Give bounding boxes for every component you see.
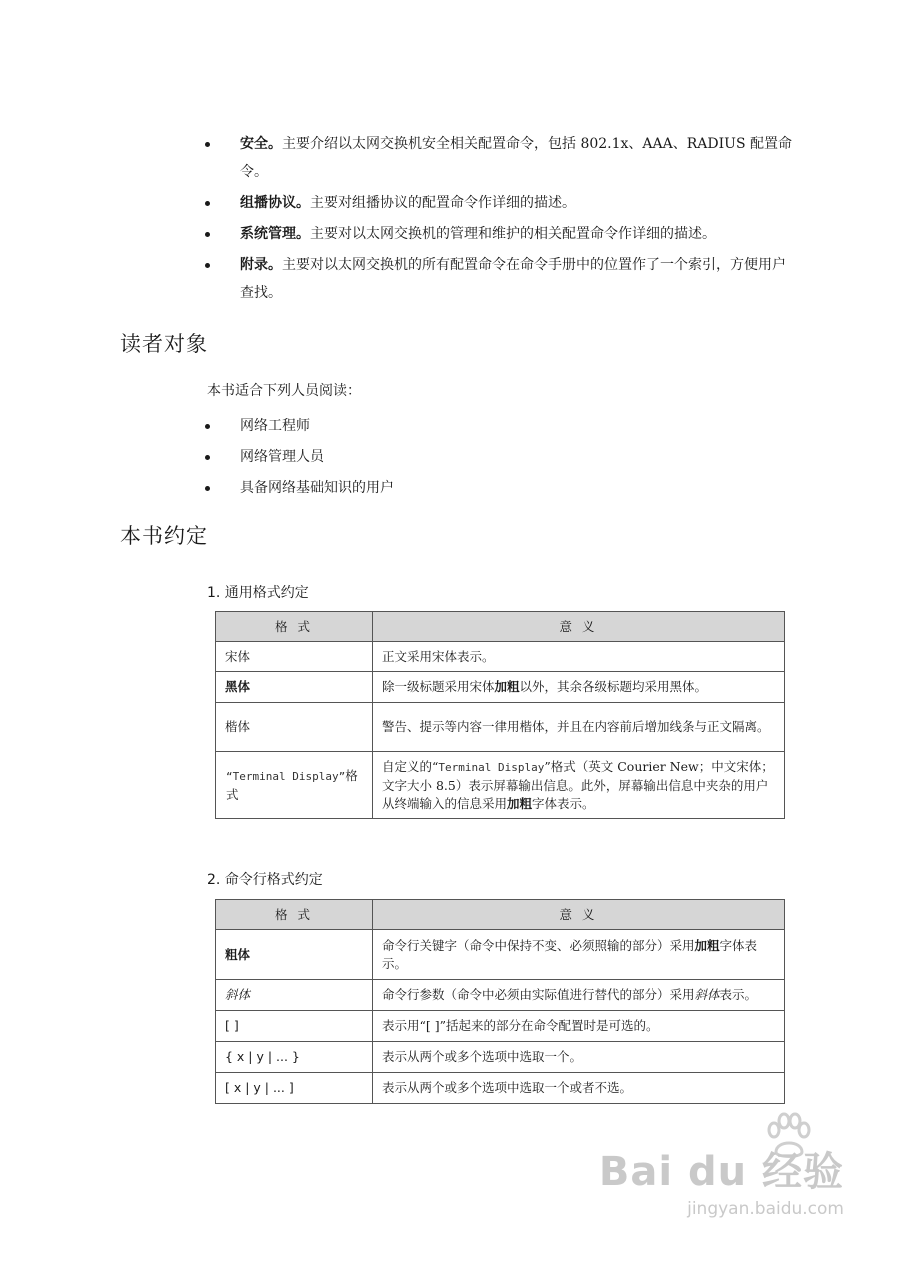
format-cell: [ x | y | ... ] <box>216 1073 373 1104</box>
conventions-heading: 本书约定 <box>120 524 208 548</box>
table-row <box>216 980 785 1011</box>
column-header-format: 格 式 <box>216 900 373 930</box>
table-row <box>216 1042 785 1073</box>
watermark-url: jingyan.baidu.com <box>687 1199 844 1219</box>
list-item: 附录。主要对以太网交换机的所有配置命令在命令手册中的位置作了一个索引，方便用户查找。 <box>205 251 795 307</box>
meaning-cell: 正文采用宋体表示。 <box>373 642 785 672</box>
format-cell: 宋体 <box>216 642 373 672</box>
list-item: 组播协议。主要对组播协议的配置命令作详细的描述。 <box>205 189 795 217</box>
meaning-cell: 表示从两个或多个选项中选取一个或者不选。 <box>373 1073 785 1104</box>
command-format-title: 2. 命令行格式约定 <box>207 872 323 888</box>
bullet-dot-icon <box>205 201 210 206</box>
meaning-cell: 除一级标题采用宋体加粗以外，其余各级标题均采用黑体。 <box>373 672 785 703</box>
meaning-cell: 命令行关键字（命令中保持不变、必须照输的部分）采用加粗字体表示。 <box>373 930 785 980</box>
format-cell: 粗体 <box>216 930 373 980</box>
bullet-dot-icon <box>205 486 210 491</box>
readers-intro: 本书适合下列人员阅读： <box>207 383 361 399</box>
table-row <box>216 672 785 703</box>
list-item: 系统管理。主要对以太网交换机的管理和维护的相关配置命令作详细的描述。 <box>205 220 795 248</box>
list-item: 网络管理人员 <box>205 443 795 471</box>
table-header-row <box>216 612 785 642</box>
format-cell: 楷体 <box>216 703 373 752</box>
table-row <box>216 703 785 752</box>
bullet-dot-icon <box>205 263 210 268</box>
bullet-dot-icon <box>205 455 210 460</box>
bullet-dot-icon <box>205 232 210 237</box>
general-format-title: 1. 通用格式约定 <box>207 585 309 601</box>
format-cell: 斜体 <box>216 980 373 1011</box>
table-row <box>216 752 785 819</box>
format-cell: “Terminal Display”格式 <box>216 752 373 819</box>
format-cell: { x | y | ... } <box>216 1042 373 1073</box>
meaning-cell: 表示从两个或多个选项中选取一个。 <box>373 1042 785 1073</box>
readers-heading: 读者对象 <box>120 332 208 356</box>
list-item: 具备网络基础知识的用户 <box>205 474 795 502</box>
baidu-watermark <box>599 1140 844 1219</box>
readers-list <box>205 412 795 505</box>
list-item: 安全。主要介绍以太网交换机安全相关配置命令，包括 802.1x、AAA、RADIUS 配置命令。 <box>205 130 795 186</box>
command-format-table <box>215 899 785 1104</box>
column-header-meaning: 意 义 <box>373 612 785 642</box>
column-header-format: 格 式 <box>216 612 373 642</box>
bullet-dot-icon <box>205 142 210 147</box>
bullet-dot-icon <box>205 424 210 429</box>
format-cell: 黑体 <box>216 672 373 703</box>
meaning-cell: 表示用“[ ]”括起来的部分在命令配置时是可选的。 <box>373 1011 785 1042</box>
meaning-cell: 警告、提示等内容一律用楷体，并且在内容前后增加线条与正文隔离。 <box>373 703 785 752</box>
meaning-cell: 命令行参数（命令中必须由实际值进行替代的部分）采用斜体表示。 <box>373 980 785 1011</box>
general-format-table <box>215 611 785 819</box>
meaning-cell: 自定义的“Terminal Display”格式（英文 Courier New；中文宋体；文字大小 8.5）表示屏幕输出信息。此外，屏幕输出信息中夹杂的用户从终端输入的信息采用加粗字体表示。 <box>373 752 785 819</box>
table-row <box>216 1073 785 1104</box>
table-row <box>216 1011 785 1042</box>
watermark-brand: Bai du 经验 <box>598 1149 844 1195</box>
column-header-meaning: 意 义 <box>373 900 785 930</box>
intro-bullet-list <box>205 130 795 310</box>
table-header-row <box>216 900 785 930</box>
table-row <box>216 642 785 672</box>
format-cell: [ ] <box>216 1011 373 1042</box>
table-row <box>216 930 785 980</box>
list-item: 网络工程师 <box>205 412 795 440</box>
